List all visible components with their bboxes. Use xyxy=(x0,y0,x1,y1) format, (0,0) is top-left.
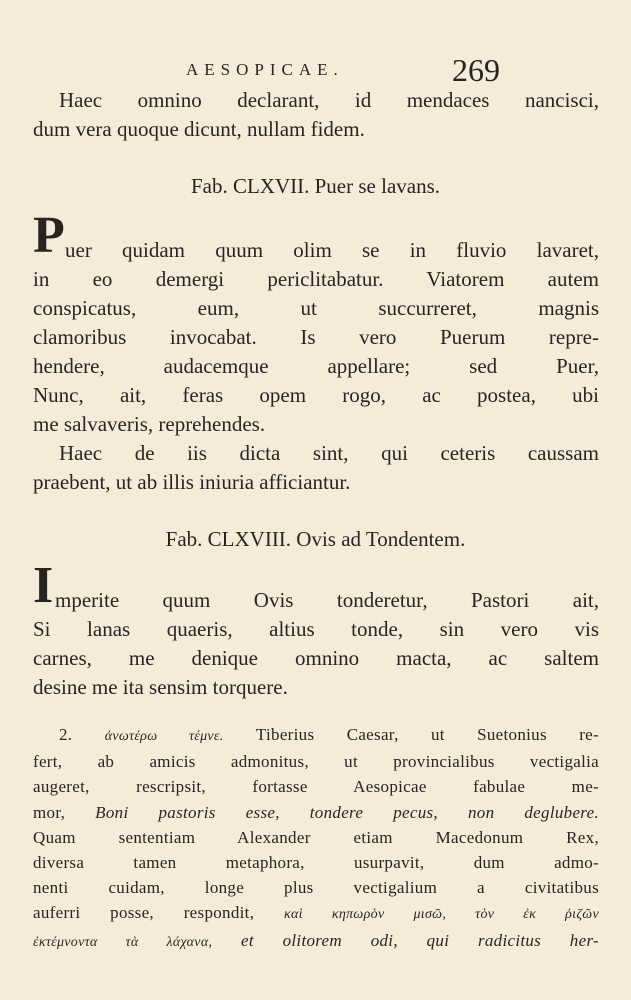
text-line: conspicatus, eum, ut succurreret, magnis xyxy=(33,296,599,320)
note-line: Quam sententiam Alexander etiam Macedonum Rex, xyxy=(33,827,599,847)
fable-168-title: Fab. CLXVIII. Ovis ad Tondentem. xyxy=(165,527,466,551)
greek-quote: ἐκτέμνοντα τὰ λάχανα, xyxy=(33,934,213,950)
preceding-moral xyxy=(33,86,599,144)
fable-168-body xyxy=(33,557,599,702)
quote-italic: et olitorem odi, qui radicitus her- xyxy=(241,930,599,950)
note-line xyxy=(33,800,599,825)
note-line xyxy=(33,900,599,927)
moral-line: Haec de iis dicta sint, qui ceteris caussam xyxy=(59,441,599,465)
running-title: AESOPICAE. xyxy=(186,60,344,79)
fable-167-body xyxy=(33,207,599,497)
text-line: desine me ita sensim torquere. xyxy=(33,675,288,699)
footnotes xyxy=(33,722,599,955)
note-line xyxy=(33,722,599,749)
quote-italic: Boni pastoris esse, tondere pecus, non deglubere. xyxy=(95,802,599,822)
text-line: dum vera quoque dicunt, nullam fidem. xyxy=(33,117,365,141)
text-line: carnes, me denique omnino macta, ac saltem xyxy=(33,646,599,670)
text-line: Si lanas quaeris, altius tonde, sin vero vis xyxy=(33,617,599,641)
text-line: in eo demergi periclitabatur. Viatorem autem xyxy=(33,267,599,291)
note-line: nenti cuidam, longe plus vectigalium a civitatibus xyxy=(33,878,599,898)
text-line: Haec omnino declarant, id mendaces nancisci, xyxy=(59,88,599,112)
note-marker: 2. xyxy=(59,725,73,744)
text-line: uer quidam quum olim se in fluvio lavaret, xyxy=(65,238,599,262)
text-line: hendere, audacemque appellare; sed Puer, xyxy=(33,354,599,378)
greek-lemma: ἀνωτέρω τέμνε. xyxy=(104,729,224,744)
fable-167-title: Fab. CLXVII. Puer se lavans. xyxy=(190,174,441,198)
note-line: augeret, rescripsit, fortasse Aesopicae fabulae me- xyxy=(33,777,599,797)
drop-cap: I xyxy=(33,557,54,614)
note-text: Tiberius Caesar, ut Suetonius re- xyxy=(255,725,599,744)
page-number: 269 xyxy=(452,52,500,88)
text-line: clamoribus invocabat. Is vero Puerum repre- xyxy=(33,325,599,349)
dropcap-line xyxy=(33,207,599,265)
text-line: Nunc, ait, feras opem rogo, ac postea, ubi xyxy=(33,383,599,407)
note-text: auferri posse, respondit, xyxy=(33,903,255,923)
text-line: me salvaveris, reprehendes. xyxy=(33,412,266,436)
text-line: mperite quum Ovis tonderetur, Pastori ait, xyxy=(55,588,599,612)
note-text: mor, xyxy=(33,802,66,822)
dropcap-line xyxy=(33,557,599,615)
drop-cap: P xyxy=(33,207,65,264)
moral-line: praebent, ut ab illis iniuria afficiantur. xyxy=(33,470,351,494)
note-line: diversa tamen metaphora, usurpavit, dum admo- xyxy=(33,853,599,873)
note-line: fert, ab amicis admonitus, ut provincialibus vectigalia xyxy=(33,752,599,772)
note-line xyxy=(33,928,599,955)
greek-quote: καὶ κηπωρὸν μισῶ, τὸν ἐκ ῥιζῶν xyxy=(284,907,599,923)
